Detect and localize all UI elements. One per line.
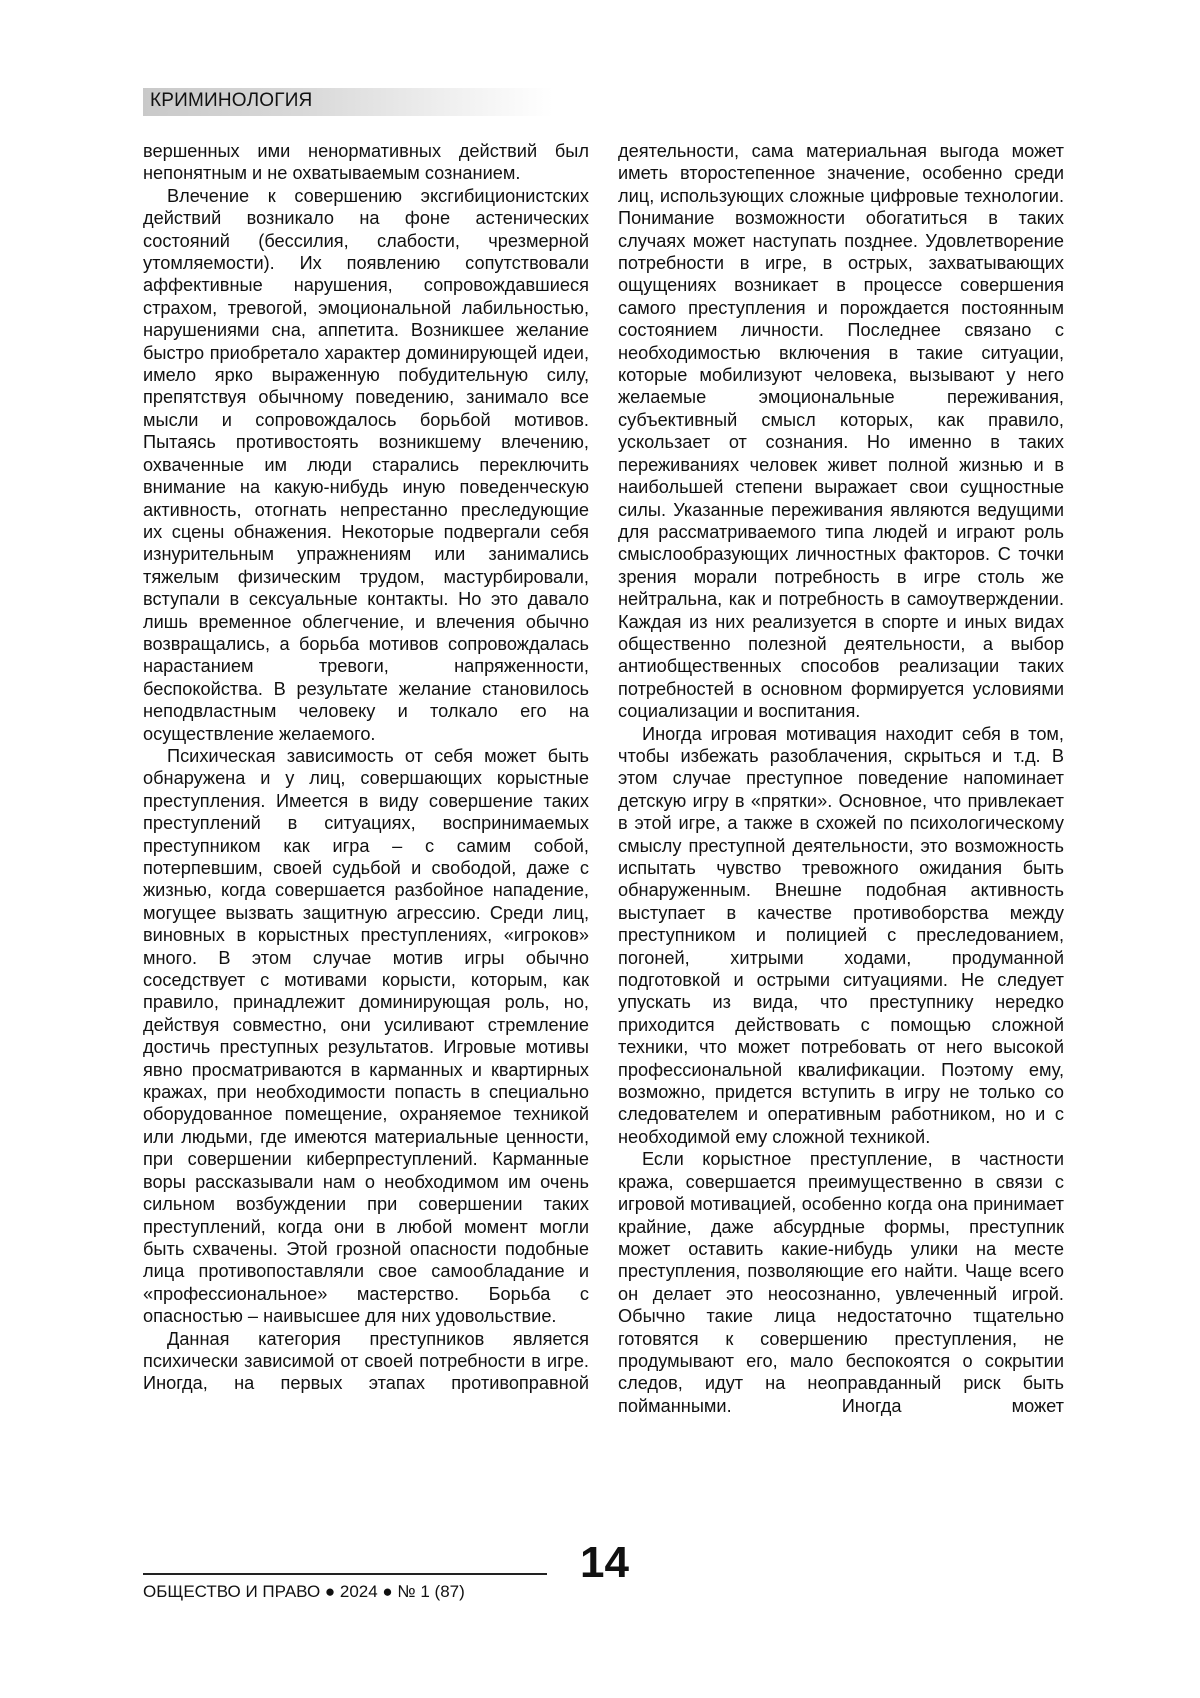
paragraph: Иногда игровая мотивация находит себя в том, чтобы избежать разоблачения, скрыться и т.д. В этом случае преступное поведение напоминает детскую игру в «прятки». Основное, что привлекает в этой игре, а также в схожей по психологическому смыслу преступной деятельности, это возможность испытать чувство тревожного ожидания быть обнаруженным. Внешне подобная активность выступает в качестве противоборства между преступником и полицией с преследованием, погоней, хитрыми ходами, продуманной подготовкой и острыми ситуациями. Не следует упускать из вида, что преступнику нередко приходится действовать с помощью сложной техники, что может потребовать от него высокой профессиональной квалификации. Поэтому ему, возможно, придется вступить в игру не только со следователем и оперативным работником, но и с необходимой ему сложной техникой. [618,723,1064,1149]
paragraph-continuation: деятельности, сама материальная выгода может иметь второстепенное значение, особенно среди лиц, использующих сложные цифровые технологии. Понимание возможности обогатиться в таких случаях может наступать позднее. Удовлетворение потребности в игре, в острых, захватывающих ощущениях возникает в процессе совершения самого преступления и порождается постоянным состоянием личности. Последнее связано с необходимостью включения в такие ситуации, которые мобилизуют человека, вызывают у него желаемые эмоциональные переживания, субъективный смысл которых, как правило, ускользает от сознания. Но именно в таких переживаниях человек живет полной жизнью и в наибольшей степени выражает свои сущностные силы. Указанные переживания являются ведущими для рассматриваемого типа людей и играют роль смыслообразующих личностных факторов. С точки зрения морали потребность в игре столь же нейтральна, как и потребность в самоутверждении. Каждая из них реализуется в спорте и иных видах общественно полезной деятельности, а выбор антиобщественных способов реализации таких потребностей в основном формируется условиями социализации и воспитания. [618,140,1064,723]
left-column [143,140,589,1395]
section-title: КРИМИНОЛОГИЯ [150,90,312,112]
paragraph-continuation: вершенных ими ненормативных действий был непонятным и не охватываемым сознанием. [143,140,589,185]
right-column [618,140,1064,1417]
paragraph: Данная категория преступников является психически зависимой от своей потребности в игре. Иногда, на первых этапах противоправной [143,1328,589,1395]
paragraph: Психическая зависимость от себя может быть обнаружена и у лиц, совершающих корыстные преступления. Имеется в виду совершение таких преступлений в ситуациях, воспринимаемых преступником как игра – с самим собой, потерпевшим, своей судьбой и свободой, даже с жизнью, когда совершается разбойное нападение, могущее вызвать защитную агрессию. Среди лиц, виновных в корыстных преступлениях, «игроков» много. В этом случае мотив игры обычно соседствует с мотивами корысти, которым, как правило, принадлежит доминирующая роль, но, действуя совместно, они усиливают стремление достичь преступных результатов. Игровые мотивы явно просматриваются в карманных и квартирных кражах, при необходимости попасть в специально оборудованное помещение, охраняемое техникой или людьми, где имеются материальные ценности, при совершении киберпреступлений. Карманные воры рассказывали нам о необходимом им очень сильном возбуждении при совершении таких преступлений, когда они в любой момент могли быть схвачены. Этой грозной опасности подобные лица противопоставляли свое самообладание и «профессиональное» мастерство. Борьба с опасностью – наивысшее для них удовольствие. [143,745,589,1328]
paragraph: Если корыстное преступление, в частности кража, совершается преимущественно в связи с игровой мотивацией, особенно когда она принимает крайние, даже абсурдные формы, преступник может оставить какие-нибудь улики на месте преступления, позволяющие его найти. Чаще всего он делает это неосознанно, увлеченный игрой. Обычно такие лица недостаточно тщательно готовятся к совершению преступления, не продумывают его, мало беспокоятся о сокрытии следов, идут на неоправданный риск быть пойманными. Иногда может [618,1148,1064,1417]
page-number: 14 [580,1538,629,1588]
journal-citation: ОБЩЕСТВО И ПРАВО ● 2024 ● № 1 (87) [143,1582,465,1602]
footer-divider [143,1573,547,1575]
paragraph: Влечение к совершению эксгибиционистских действий возникало на фоне астенических состояний (бессилия, слабости, чрезмерной утомляемости). Их появлению сопутствовали аффективные нарушения, сопровождавшиеся страхом, тревогой, эмоциональной лабильностью, нарушениями сна, аппетита. Возникшее желание быстро приобретало характер доминирующей идеи, имело ярко выраженную побудительную силу, препятствуя обычному поведению, занимало все мысли и сопровождалось борьбой мотивов. Пытаясь противостоять возникшему влечению, охваченные им люди старались переключить внимание на какую-нибудь иную поведенческую активность, отогнать непрестанно преследующие их сцены обнажения. Некоторые подвергали себя изнурительным упражнениям или занимались тяжелым физическим трудом, мастурбировали, вступали в сексуальные контакты. Но это давало лишь временное облегчение, и влечения обычно возвращались, а борьба мотивов сопровождалась нарастанием тревоги, напряженности, беспокойства. В результате желание становилось неподвластным человеку и толкало его на осуществление желаемого. [143,185,589,745]
